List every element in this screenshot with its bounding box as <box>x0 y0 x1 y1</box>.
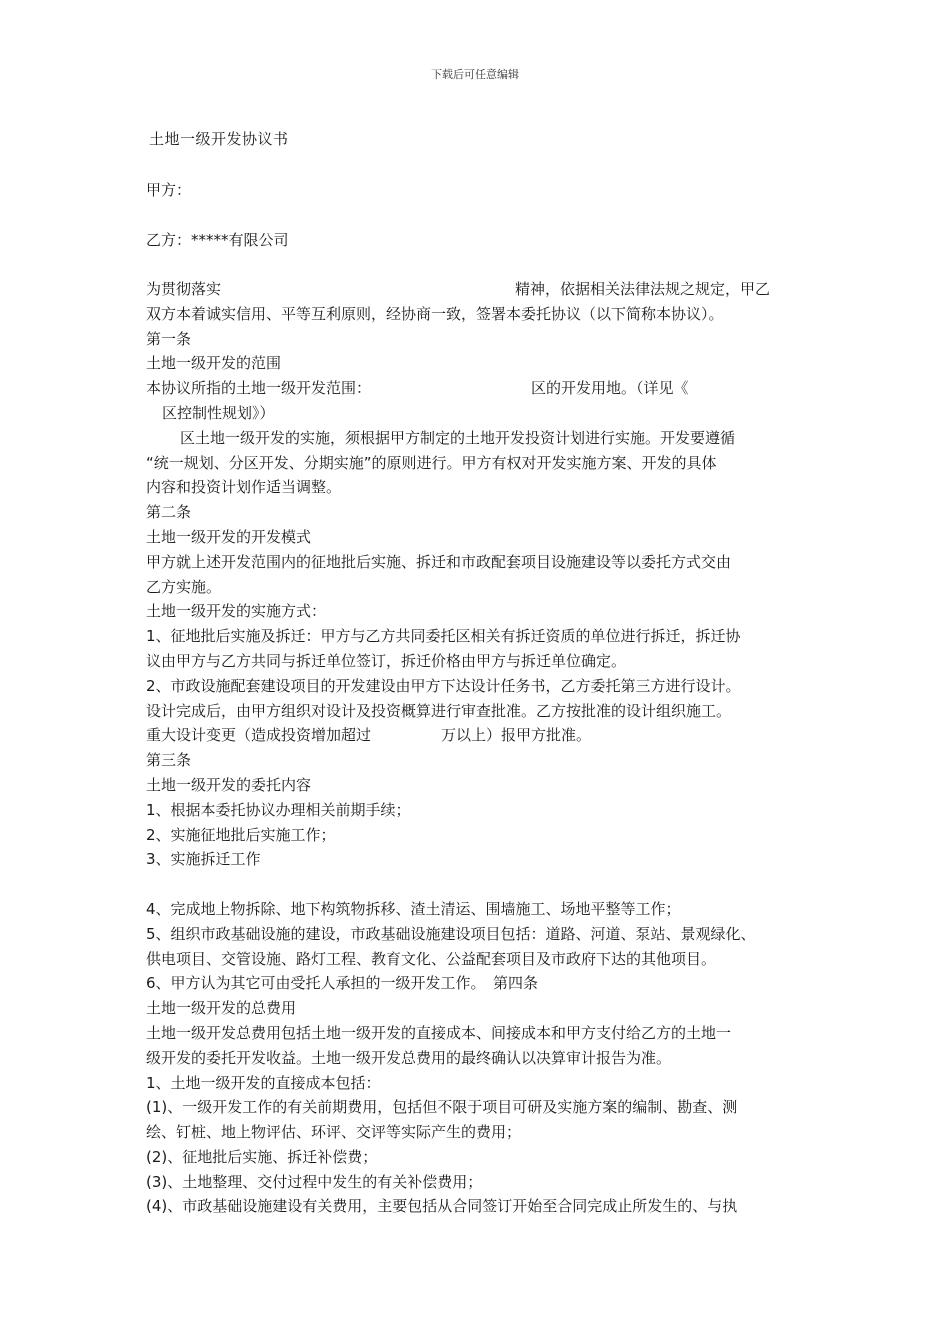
body-line: “统一规划、分区开发、分期实施”的原则进行。甲方有权对开发实施方案、开发的具体 <box>146 453 717 472</box>
section-heading: 土地一级开发的委托内容 <box>146 775 312 794</box>
list-item: 1、根据本委托协议办理相关前期手续； <box>146 800 411 819</box>
party-a-line: 甲方： <box>146 181 192 199</box>
text-segment: 本协议所指的土地一级开发范围： <box>146 379 372 398</box>
body-line: 土地一级开发总费用包括土地一级开发的直接成本、间接成本和甲方支付给乙方的土地一 <box>146 1023 732 1042</box>
section-heading: 土地一级开发的总费用 <box>146 999 297 1018</box>
list-item: (1)、一级开发工作的有关前期费用，包括但不限于项目可研及实施方案的编制、勘查、测 <box>146 1098 738 1117</box>
agreement-body <box>146 277 818 1219</box>
document-title: 土地一级开发协议书 <box>149 130 289 148</box>
article-heading: 第二条 <box>146 503 192 522</box>
list-item: 5、组织市政基础设施的建设，市政基础设施建设项目包括：道路、河道、泵站、景观绿化、 <box>146 924 756 943</box>
body-line: 内容和投资计划作适当调整。 <box>146 478 342 497</box>
list-item: 6、甲方认为其它可由受托人承担的一级开发工作。 第四条 <box>146 974 539 993</box>
list-item: 4、完成地上物拆除、地下构筑物拆移、渣土清运、围墙施工、场地平整等工作； <box>146 899 681 918</box>
list-item: 2、实施征地批后实施工作； <box>146 825 336 844</box>
body-line: 区控制性规划》） <box>162 403 275 422</box>
body-line <box>146 723 818 748</box>
list-item: 3、实施拆迁工作 <box>146 850 261 869</box>
article-heading: 第一条 <box>146 329 192 348</box>
section-heading: 土地一级开发的开发模式 <box>146 527 312 546</box>
list-item: 1、土地一级开发的直接成本包括： <box>146 1073 381 1092</box>
list-item: (4)、市政基础设施建设有关费用，主要包括从合同签订开始至合同完成止所发生的、与执 <box>146 1197 738 1216</box>
text-segment: 重大设计变更（造成投资增加超过 <box>146 726 372 745</box>
body-line: 乙方实施。 <box>146 577 222 596</box>
list-item: (3)、土地整理、交付过程中发生的有关补偿费用； <box>146 1172 483 1191</box>
text-segment: 万以上）报甲方批准。 <box>441 726 592 745</box>
body-line: 甲方就上述开发范围内的征地批后实施、拆迁和市政配套项目设施建设等以委托方式交由 <box>146 552 732 571</box>
body-line: 双方本着诚实信用、平等互利原则，经协商一致，签署本委托协议（以下简称本协议）。 <box>146 304 724 323</box>
text-segment: 为贯彻落实 <box>146 280 222 298</box>
section-heading: 土地一级开发的范围 <box>146 354 282 373</box>
list-item: (2)、征地批后实施、拆迁补偿费； <box>146 1147 378 1166</box>
body-line: 土地一级开发的实施方式： <box>146 602 327 621</box>
blank-line <box>146 872 818 897</box>
body-line: 区土地一级开发的实施，须根据甲方制定的土地开发投资计划进行实施。开发要遵循 <box>180 428 736 447</box>
text-segment: 区的开发用地。（详见《 <box>531 379 689 398</box>
body-line: 议由甲方与乙方共同与拆迁单位签订，拆迁价格由甲方与拆迁单位确定。 <box>146 651 627 670</box>
body-line <box>146 277 818 302</box>
text-segment: 精神，依据相关法律法规之规定，甲乙 <box>515 280 771 298</box>
party-b-line: 乙方：*****有限公司 <box>146 231 289 249</box>
article-heading: 第三条 <box>146 751 192 770</box>
body-line: 设计完成后，由甲方组织对设计及投资概算进行审查批准。乙方按批准的设计组织施工。 <box>146 701 732 720</box>
body-line: 1、征地批后实施及拆迁：甲方与乙方共同委托区相关有拆迁资质的单位进行拆迁，拆迁协 <box>146 627 741 646</box>
header-note: 下载后可任意编辑 <box>431 68 519 81</box>
body-line: 2、市政设施配套建设项目的开发建设由甲方下达设计任务书，乙方委托第三方进行设计。 <box>146 676 741 695</box>
body-line: 级开发的委托开发收益。土地一级开发总费用的最终确认以决算审计报告为准。 <box>146 1048 672 1067</box>
body-line: 供电项目、交管设施、路灯工程、教育文化、公益配套项目及市政府下达的其他项目。 <box>146 949 717 968</box>
body-line <box>146 376 818 401</box>
body-line: 绘、钉桩、地上物评估、环评、交评等实际产生的费用； <box>146 1123 522 1142</box>
